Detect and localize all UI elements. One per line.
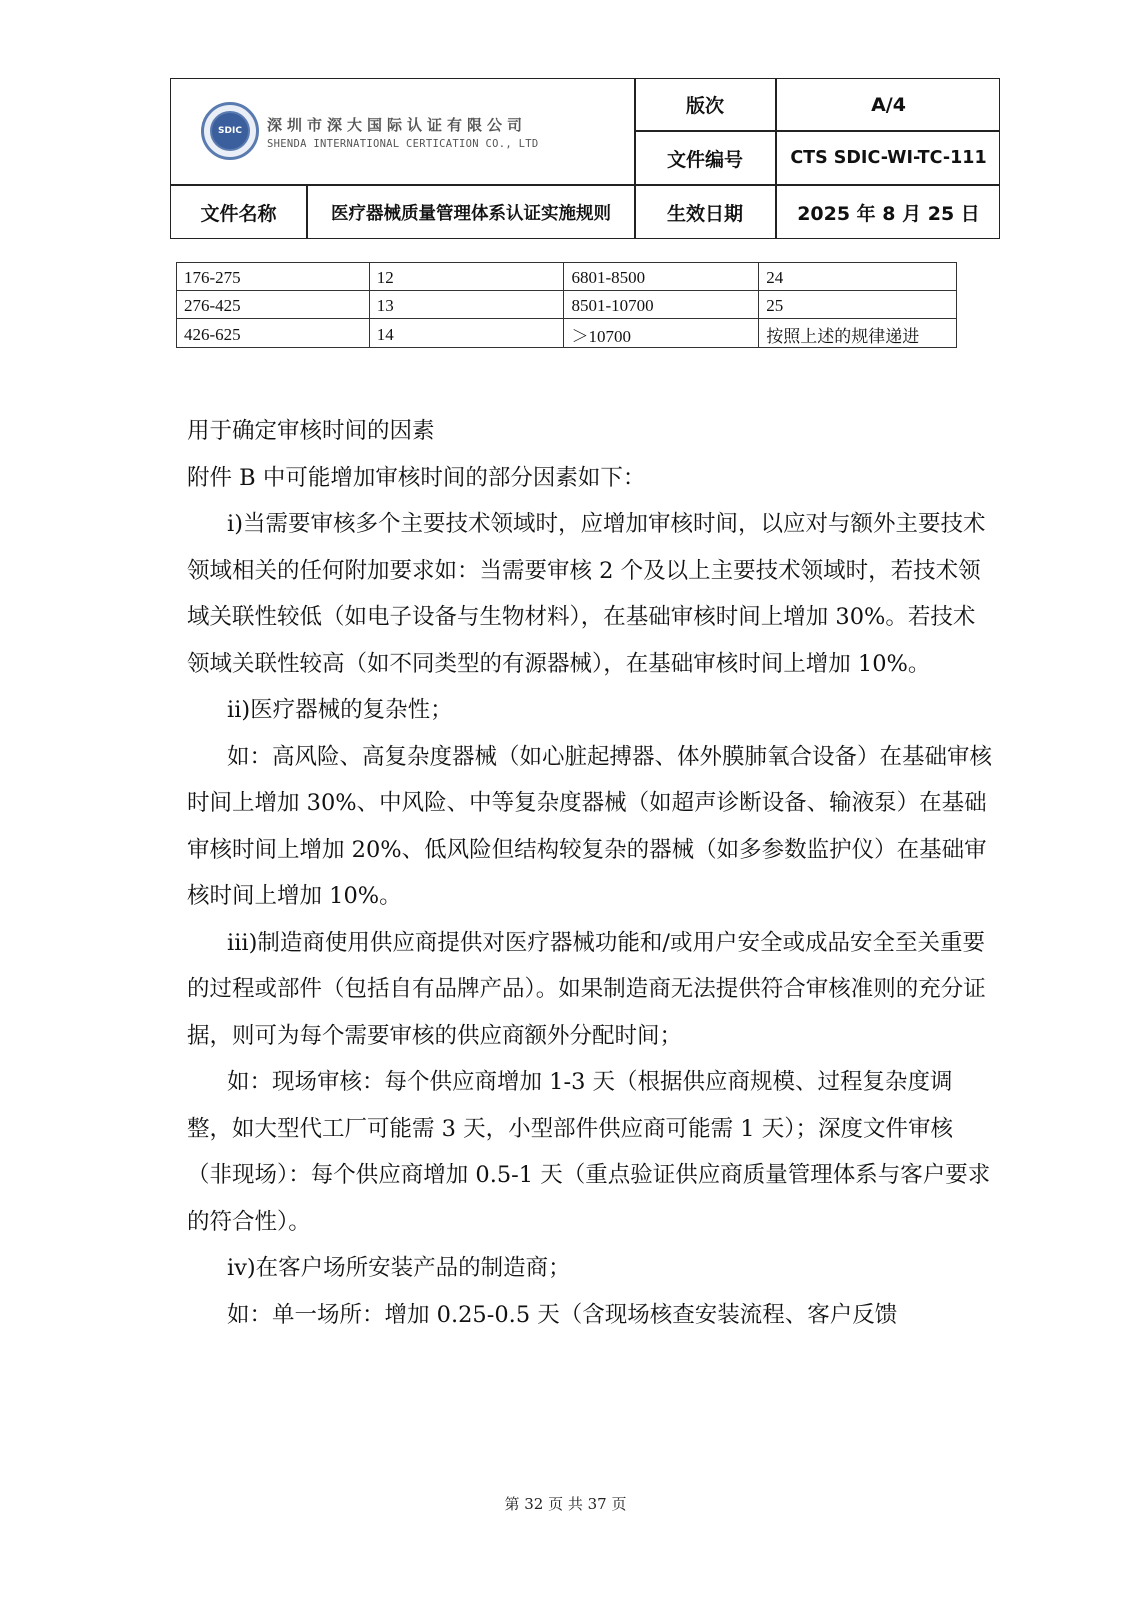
table-cell: 426-625 [177, 319, 370, 348]
body-content [187, 408, 992, 1338]
table-row [177, 319, 957, 348]
table-row [177, 263, 957, 291]
version-label: 版次 [685, 95, 724, 117]
paragraph-example-ii: 如：高风险、高复杂度器械（如心脏起搏器、体外膜肺氧合设备）在基础审核时间上增加 30%、中风险、中等复杂度器械（如超声诊断设备、输液泵）在基础审核时间上增加 20%、低风险但结构较复杂的器械（如多参数监护仪）在基础审核时间上增加 10%。 [187, 743, 993, 909]
doc-number-label: 文件编号 [666, 148, 743, 171]
paragraph-factor-i: i)当需要审核多个主要技术领域时，应增加审核时间，以应对与额外主要技术领域相关的任何附加要求如：当需要审核 2 个及以上主要技术领域时，若技术领域关联性较低（如电子设备与生物材料），在基础审核时间上增加 30%。若技术领域关联性较高（如不同类型的有源器械），在基础审核时间上增加 10%。 [187, 511, 986, 677]
table-cell: 13 [369, 291, 564, 319]
company-logo-area [171, 79, 635, 185]
table-cell: 12 [369, 263, 564, 291]
table-cell: 276-425 [177, 291, 370, 319]
table-cell: 14 [369, 319, 564, 348]
table-row [177, 291, 957, 319]
table-cell: 176-275 [177, 263, 370, 291]
company-name-en: SHENDA INTERNATIONAL CERTICATION CO., LTD [267, 138, 539, 150]
company-seal-icon [201, 102, 259, 160]
page-number: 第 32 页 共 37 页 [504, 1495, 627, 1513]
audit-time-table [176, 262, 957, 348]
table-cell: 8501-10700 [564, 291, 759, 319]
paragraph-example-iv: 如：单一场所：增加 0.25-0.5 天（含现场核查安装流程、客户反馈 [227, 1301, 898, 1328]
effective-date-label: 生效日期 [666, 202, 743, 225]
doc-name-value: 医疗器械质量管理体系认证实施规则 [331, 203, 611, 224]
document-header [170, 78, 1000, 239]
paragraph-example-iii: 如：现场审核：每个供应商增加 1-3 天（根据供应商规模、过程复杂度调整，如大型代工厂可能需 3 天，小型部件供应商可能需 1 天）；深度文件审核（非现场）：每个供应商增加 0.5-1 天（重点验证供应商质量管理体系与客户要求的符合性）。 [187, 1069, 991, 1235]
effective-date-value: 2025 年 8 月 25 日 [797, 202, 980, 225]
paragraph-factor-ii: ii)医疗器械的复杂性； [227, 697, 453, 723]
seal-inner: SDIC [210, 111, 250, 151]
table-cell: ＞10700 [564, 319, 759, 348]
company-name-cn: 深圳市深大国际认证有限公司 [267, 116, 528, 134]
doc-name-label: 文件名称 [200, 202, 277, 225]
paragraph-factor-iii: iii)制造商使用供应商提供对医疗器械功能和/或用户安全或成品安全至关重要的过程或部件（包括自有品牌产品）。如果制造商无法提供符合审核准则的充分证据，则可为每个需要审核的供应商额外分配时间； [187, 929, 986, 1049]
section-heading: 用于确定审核时间的因素 [187, 418, 435, 444]
version-value: A/4 [871, 93, 906, 116]
table-cell: 25 [759, 291, 957, 319]
table-cell: 按照上述的规律递进 [759, 319, 957, 348]
table-cell: 6801-8500 [564, 263, 759, 291]
section-intro: 附件 B 中可能增加审核时间的部分因素如下： [187, 464, 646, 491]
doc-number-value: CTS SDIC-WI-TC-111 [790, 148, 987, 168]
paragraph-factor-iv: iv)在客户场所安装产品的制造商； [227, 1255, 571, 1281]
table-cell: 24 [759, 263, 957, 291]
